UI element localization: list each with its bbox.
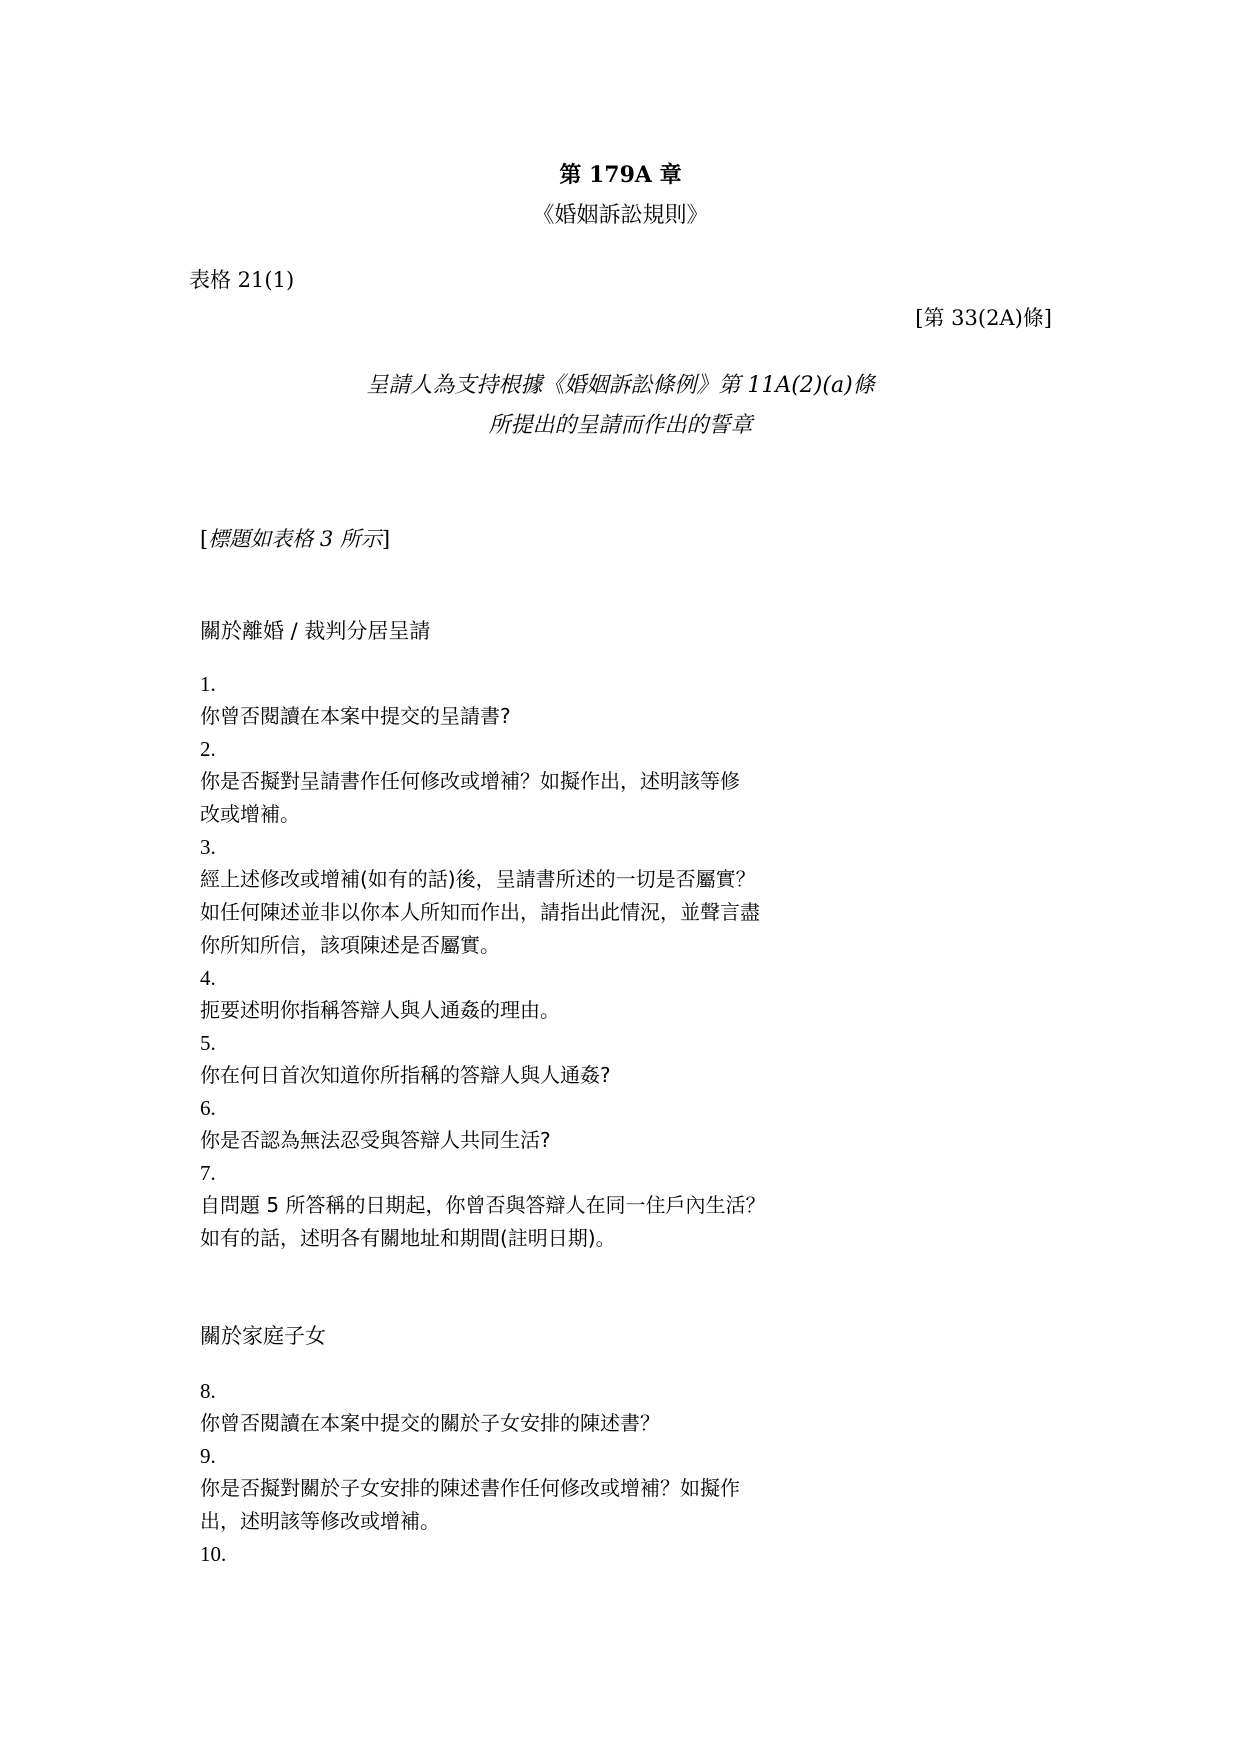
question-number: 1. bbox=[200, 672, 216, 696]
question-text: 你在何日首次知道你所指稱的答辯人與人通姦? bbox=[200, 1063, 611, 1087]
question-list-divorce bbox=[200, 668, 820, 1255]
rules-title: 《婚姻訴訟規則》 bbox=[532, 203, 709, 228]
question-list-children bbox=[200, 1375, 820, 1570]
chapter-title: 第 179A 章 bbox=[559, 162, 682, 188]
question-text: 你是否擬對呈請書作任何修改或增補？如擬作出，述明該等修改或增補。 bbox=[200, 769, 740, 826]
section-title-children: 關於家庭子女 bbox=[200, 1324, 326, 1348]
question-number: 9. bbox=[200, 1444, 216, 1468]
question-number: 10. bbox=[200, 1542, 227, 1566]
question-text: 你是否認為無法忍受與答辯人共同生活? bbox=[200, 1128, 551, 1152]
document-heading bbox=[0, 366, 1241, 446]
section-reference: [第 33(2A)條] bbox=[915, 306, 1052, 330]
question-number: 7. bbox=[200, 1161, 216, 1185]
document-heading-line-2: 所提出的呈請而作出的誓章 bbox=[488, 413, 753, 438]
question-number: 6. bbox=[200, 1096, 216, 1120]
question-text: 扼要述明你指稱答辯人與人通姦的理由。 bbox=[200, 998, 560, 1022]
question-number: 4. bbox=[200, 966, 216, 990]
question-number: 8. bbox=[200, 1379, 216, 1403]
question-number: 3. bbox=[200, 835, 216, 859]
caption-note-text: 標題如表格 3 所示 bbox=[208, 527, 382, 551]
form-number: 表格 21(1) bbox=[189, 268, 295, 292]
document-heading-line-1: 呈請人為支持根據《婚姻訴訟條例》第 11A(2)(a)條 bbox=[366, 373, 875, 398]
question-number: 5. bbox=[200, 1031, 216, 1055]
question-text: 你曾否閱讀在本案中提交的呈請書? bbox=[200, 704, 511, 728]
question-text: 經上述修改或增補(如有的話)後，呈請書所述的一切是否屬實？如任何陳述並非以你本人所知而作出，請指出此情況，並聲言盡你所知所信，該項陳述是否屬實。 bbox=[200, 867, 760, 957]
caption-note-open: [ bbox=[200, 527, 209, 551]
caption-note-close: ] bbox=[381, 527, 391, 551]
question-number: 2. bbox=[200, 737, 216, 761]
section-title-divorce: 關於離婚 / 裁判分居呈請 bbox=[200, 619, 431, 643]
question-text: 你是否擬對關於子女安排的陳述書作任何修改或增補？如擬作出，述明該等修改或增補。 bbox=[200, 1476, 740, 1533]
caption-note bbox=[200, 523, 390, 553]
question-text: 你曾否閱讀在本案中提交的關於子女安排的陳述書？ bbox=[200, 1411, 660, 1435]
question-text: 自問題 5 所答稱的日期起，你曾否與答辯人在同一住戶內生活？如有的話，述明各有關地址和期間(註明日期)。 bbox=[200, 1193, 766, 1250]
